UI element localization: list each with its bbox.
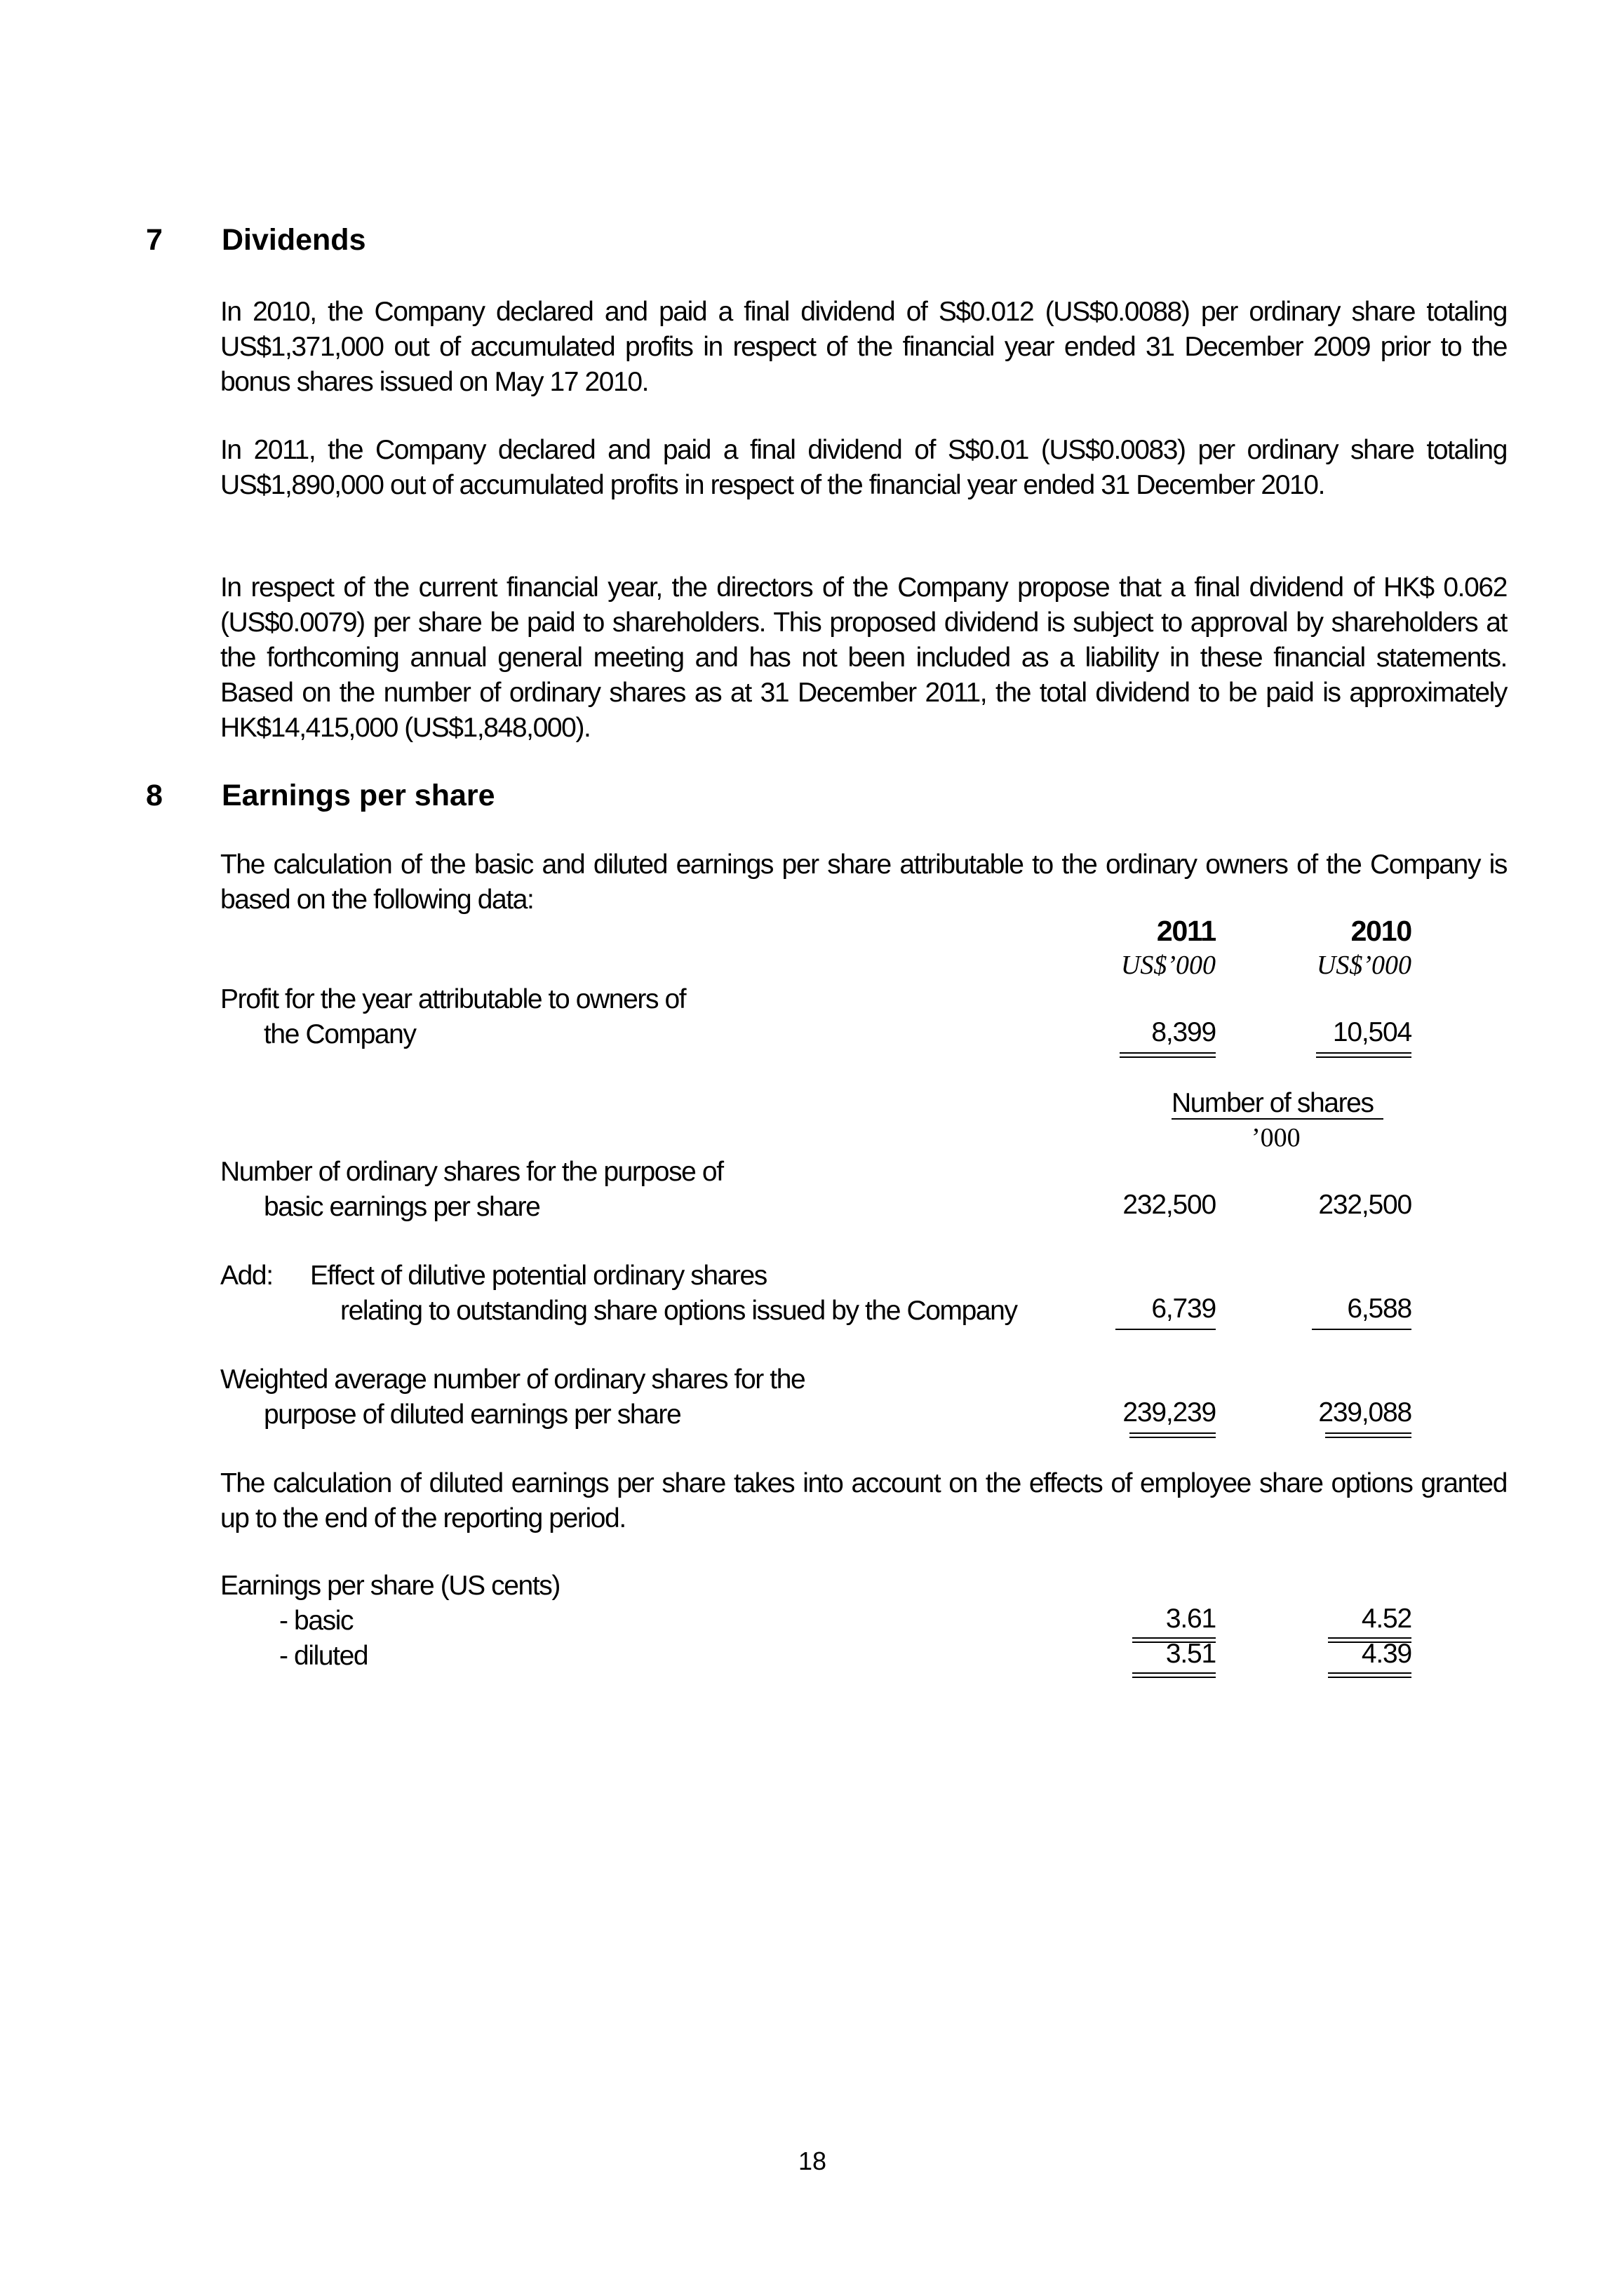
profit-label-line2: the Company <box>264 1019 416 1049</box>
eps-basic-2011: 3.61 <box>1165 1604 1216 1634</box>
dividend-paragraph-proposed: In respect of the current financial year, the directors of the Company propose that a final dividend of HK$ 0.062 (US$0.0079) per share be paid to shareholders. This proposed dividend is subject to approval by shareholders at the forthcoming annual general meeting and has not been included as a liability in these financial statements. Based on the number of ordinary shares as at 31 December 2011, the total dividend to be paid is approximately HK$14,415,000 (US$1,848,000). <box>220 572 1507 743</box>
section-8-title: Earnings per share <box>222 779 495 812</box>
eps-basic-label: - basic <box>279 1606 354 1636</box>
weighted-2010-underline-1 <box>1325 1432 1411 1434</box>
profit-value-2010: 10,504 <box>1332 1017 1411 1047</box>
weighted-value-2010: 239,088 <box>1318 1397 1411 1428</box>
diluted-note-paragraph: The calculation of diluted earnings per share takes into account on the effects of employee share options granted up to the end of the reporting period. <box>220 1468 1507 1533</box>
dilutive-label-line1: Effect of dilutive potential ordinary shares <box>310 1261 767 1291</box>
basic-shares-2010: 232,500 <box>1318 1190 1411 1220</box>
weighted-2010-underline-2 <box>1325 1437 1411 1438</box>
eps-intro-paragraph: The calculation of the basic and diluted earnings per share attributable to the ordinary owners of the Company is based on the following data: <box>220 850 1507 915</box>
unit-header-2010: US$’000 <box>1316 951 1411 980</box>
section-7-title: Dividends <box>222 223 366 257</box>
year-header-2010: 2010 <box>1350 915 1411 947</box>
profit-2011-underline-1 <box>1120 1052 1216 1054</box>
basic-shares-label-line2: basic earnings per share <box>264 1192 540 1222</box>
dilutive-2011-underline <box>1115 1329 1216 1330</box>
year-header-2011: 2011 <box>1156 915 1216 947</box>
dividend-paragraph-2011: In 2011, the Company declared and paid a final dividend of S$0.01 (US$0.0083) per ordinary share totaling US$1,890,000 out of accumulated profits in respect of the financial year ended 31 December 2010. <box>220 435 1507 500</box>
eps-basic-2010: 4.52 <box>1361 1604 1411 1634</box>
dilutive-label-line2: relating to outstanding share options issued by the Company <box>340 1296 1017 1326</box>
number-of-shares-header: Number of shares <box>1172 1088 1374 1118</box>
number-of-shares-underline <box>1172 1118 1383 1120</box>
eps-diluted-2011-underline-1 <box>1132 1672 1216 1674</box>
dividend-paragraph-2010: In 2010, the Company declared and paid a final dividend of S$0.012 (US$0.0088) per ordinary share totaling US$1,371,000 out of accumulated profits in respect of the financial year ended 31 December 2009 prior to the bonus shares issued on May 17 2010. <box>220 297 1507 397</box>
eps-diluted-2010: 4.39 <box>1361 1639 1411 1669</box>
eps-diluted-2011-underline-2 <box>1132 1677 1216 1678</box>
weighted-2011-underline-2 <box>1129 1437 1216 1438</box>
eps-diluted-label: - diluted <box>279 1641 368 1671</box>
basic-shares-label-line1: Number of ordinary shares for the purpose of <box>220 1157 723 1187</box>
shares-unit-header: ’000 <box>1251 1123 1301 1153</box>
weighted-value-2011: 239,239 <box>1122 1397 1216 1428</box>
dilutive-prefix: Add: <box>220 1261 273 1291</box>
eps-diluted-2010-underline-2 <box>1328 1677 1411 1678</box>
unit-header-2011: US$’000 <box>1120 951 1216 980</box>
section-7-number: 7 <box>146 223 163 257</box>
profit-value-2011: 8,399 <box>1151 1017 1216 1047</box>
dilutive-value-2011: 6,739 <box>1151 1294 1216 1324</box>
dilutive-value-2010: 6,588 <box>1347 1294 1411 1324</box>
profit-label-line1: Profit for the year attributable to owners of <box>220 984 686 1014</box>
eps-diluted-2010-underline-1 <box>1328 1672 1411 1674</box>
profit-2010-underline-2 <box>1316 1056 1411 1058</box>
section-8-number: 8 <box>146 779 163 812</box>
profit-2010-underline-1 <box>1316 1052 1411 1054</box>
profit-2011-underline-2 <box>1120 1056 1216 1058</box>
weighted-2011-underline-1 <box>1129 1432 1216 1434</box>
weighted-label-line1: Weighted average number of ordinary shares for the <box>220 1364 805 1395</box>
dilutive-2010-underline <box>1312 1329 1411 1330</box>
eps-diluted-2011: 3.51 <box>1165 1639 1216 1669</box>
weighted-label-line2: purpose of diluted earnings per share <box>264 1399 681 1430</box>
basic-shares-2011: 232,500 <box>1122 1190 1216 1220</box>
eps-label: Earnings per share (US cents) <box>220 1571 560 1601</box>
page-number: 18 <box>798 2147 827 2175</box>
